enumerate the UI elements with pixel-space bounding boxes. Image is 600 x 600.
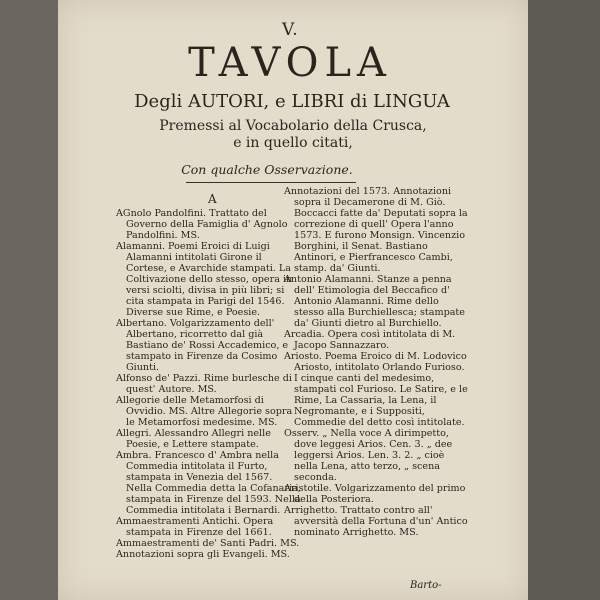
list-item: Annotazioni sopra gli Evangeli. MS. [116,549,290,560]
list-item: Ariosto. Poema Eroico di M. Lodovico Ariosto, intitolato Orlando Furioso. I cinque canti del medesimo, stampati col Furioso. Le Satire, e le Rime, La Cassaria, la Lena, il Negromante, e i Suppositi, Commedie del detto così intitolate. [284,351,468,428]
list-item: Albertano. Volgarizzamento dell' Albertano, ricorretto dal già Bastiano de' Rossi Accademico, e stampato in Firenze da Cosimo Giunti. [116,318,289,373]
intro-line-2: e in quello citati, [233,135,353,151]
list-item: Ammaestramenti de' Santi Padri. MS. [116,538,300,549]
page-title: TAVOLA [188,40,392,86]
list-item: AGnolo Pandolfini. Trattato del Governo della Famiglia d' Agnolo Pandolfini. MS. [116,208,288,241]
list-item: Allegri. Alessandro Allegri nelle Poesie, e Lettere stampate. [116,428,271,450]
list-item: Alfonso de' Pazzi. Rime burlesche di quest' Autore. MS. [116,373,292,395]
list-item: Aristotile. Volgarizzamento del primo della Posteriora. [284,483,466,505]
list-item: Arrighetto. Trattato contro all' avversità della Fortuna d'un' Antico nominato Arrighetto. MS. [284,505,468,538]
list-item: Annotazioni del 1573. Annotazioni sopra il Decamerone di M. Giò. Boccacci fatte da' Deputati sopra la correzione di quell' Opera l'anno 1573. E furono Monsign. Vincenzio Borghini, il Senat. Bastiano Antinori, e Pierfrancesco Cambi, stamp. da' Giunti. [284,186,468,274]
list-item: Antonio Alamanni. Stanze a penna dell' Etimologia del Beccafico d' Antonio Alamanni. Rime dello stesso alla Burchiellesca; stampate da' Giunti dietro al Burchiello. [284,274,465,329]
catchword: Barto- [410,580,442,591]
list-item: Allegorie delle Metamorfosi di Ovvidio. MS. Altre Allegorie sopra le Metamorfosi medesime. MS. [116,395,293,428]
section-letter: A [208,192,217,206]
left-column [116,208,301,560]
right-column [284,186,470,538]
list-item: Ambra. Francesco d' Ambra nella Commedia intitolata il Furto, stampata in Venezia del 1567. Nella Commedia detta la Cofanaria, stampata in Firenze del 1593. Nella Commedia intitolata i Bernardi. [116,450,301,516]
divider [186,182,356,183]
list-item: Ammaestramenti Antichi. Opera stampata in Firenze del 1661. [116,516,274,538]
list-item: Osserv. „ Nella voce A dirimpetto, dove leggesi Arios. Cen. 3. „ dee leggersi Arios. Len. 3. 2. „ cioè nella Lena, atto terzo, „ scena seconda. [284,428,453,483]
intro-line-1: Premessi al Vocabolario della Crusca, [159,118,427,134]
page-number: V. [282,20,299,40]
list-item: Arcadia. Opera così intitolata di M. Jacopo Sannazzaro. [284,329,456,351]
left-book-edge [0,0,58,600]
page-subtitle: Degli AUTORI, e LIBRI di LINGUA [134,91,450,112]
observation-note: Con qualche Osservazione. [181,162,353,177]
list-item: Alamanni. Poemi Eroici di Luigi Alamanni intitolati Girone il Cortese, e Avarchide stampati. La Coltivazione dello stesso, opera in versi sciolti, divisa in più libri; si cita stampata in Parigi del 1546. Diverse sue Rime, e Poesie. [116,241,293,318]
